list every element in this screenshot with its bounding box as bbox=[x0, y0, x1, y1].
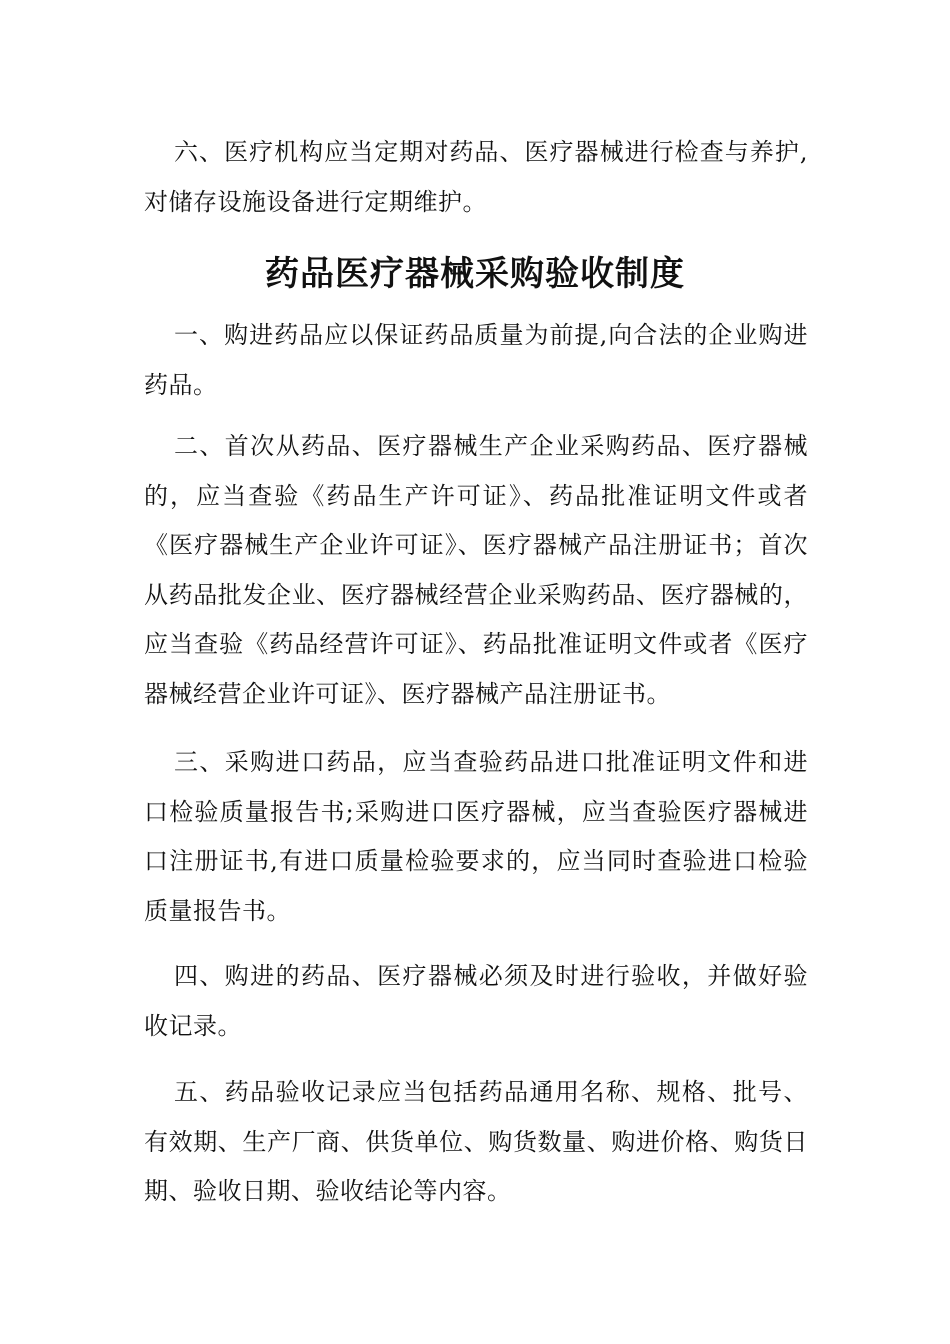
paragraph-six-maintenance: 六、医疗机构应当定期对药品、医疗器械进行检查与养护,对储存设施设备进行定期维护。 bbox=[144, 138, 808, 216]
paragraph-four-acceptance: 四、购进的药品、医疗器械必须及时进行验收，并做好验收记录。 bbox=[144, 962, 808, 1040]
paragraph-three-import: 三、采购进口药品，应当查验药品进口批准证明文件和进口检验质量报告书;采购进口医疗器械，应当查验医疗器械进口注册证书,有进口质量检验要求的，应当同时查验进口检验质量报告书。 bbox=[144, 748, 808, 925]
document-title: 药品医疗器械采购验收制度 bbox=[265, 254, 685, 294]
paragraph-five-records: 五、药品验收记录应当包括药品通用名称、规格、批号、有效期、生产厂商、供货单位、购货数量、购进价格、购货日期、验收日期、验收结论等内容。 bbox=[144, 1078, 808, 1205]
paragraph-one-purchase: 一、购进药品应以保证药品质量为前提,向合法的企业购进药品。 bbox=[144, 321, 808, 399]
paragraph-two-first-purchase: 二、首次从药品、医疗器械生产企业采购药品、医疗器械的，应当查验《药品生产许可证》、药品批准证明文件或者《医疗器械生产企业许可证》、医疗器械产品注册证书；首次从药品批发企业、医疗器械经营企业采购药品、医疗器械的，应当查验《药品经营许可证》、药品批准证明文件或者《医疗器械经营企业许可证》、医疗器械产品注册证书。 bbox=[144, 432, 808, 708]
